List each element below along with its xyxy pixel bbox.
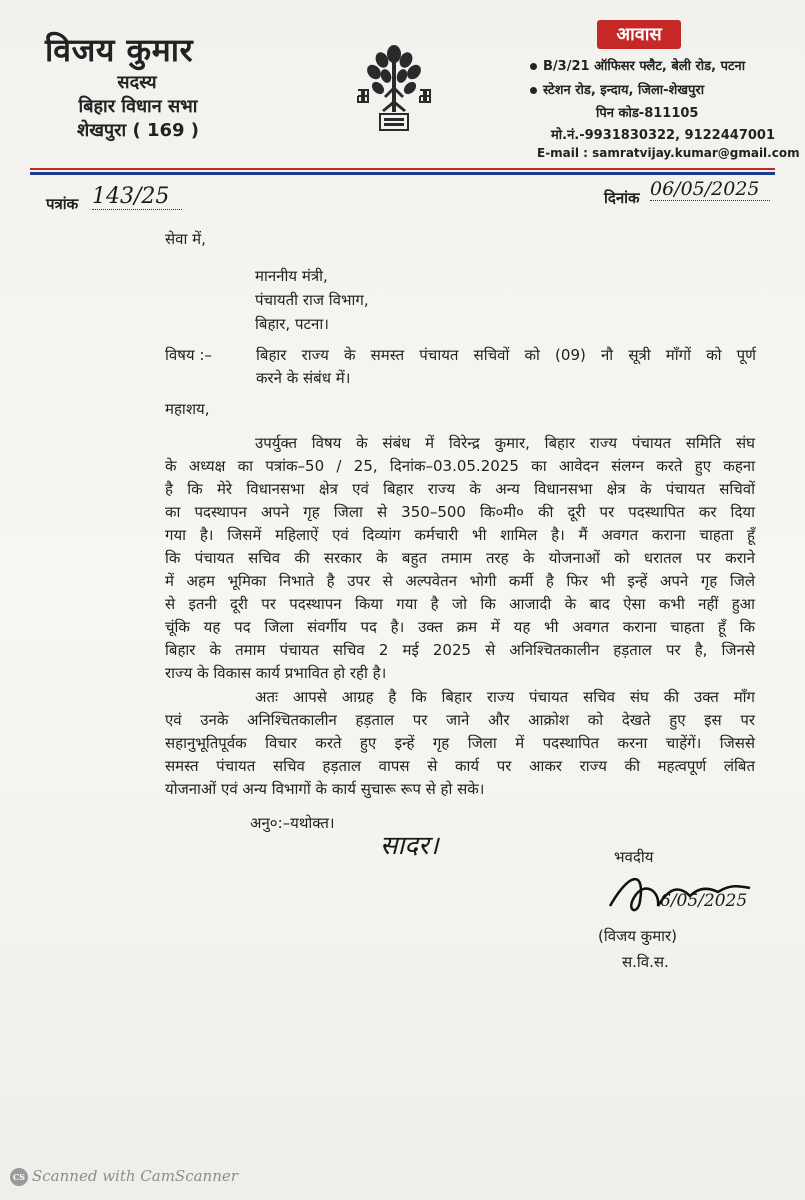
closing-word: भवदीय bbox=[614, 848, 654, 866]
subject-line: करने के संबंध में। bbox=[256, 369, 351, 387]
date-label: दिनांक bbox=[604, 189, 640, 207]
address-line-1: B/3/21 ऑफिसर फ्लैट, बेली रोड, पटना bbox=[530, 56, 745, 74]
sender-assembly: बिहार विधान सभा bbox=[78, 96, 198, 117]
sender-constituency: शेखपुरा ( 169 ) bbox=[76, 120, 200, 141]
recipient-line-1: माननीय मंत्री, bbox=[255, 267, 328, 285]
paragraph-line: का पदस्थापन अपने गृह जिला से 350–500 कि०मी० की दूरी पर पदस्थापित कर दिया bbox=[165, 503, 755, 521]
paragraph-line: उपर्युक्त विषय के संबंध में विरेन्द्र कुमार, बिहार राज्य पंचायत समिति संघ bbox=[255, 434, 755, 452]
signatory-title: स.वि.स. bbox=[622, 953, 669, 971]
ref-number: 143/25 bbox=[92, 184, 182, 210]
paragraph-line: है कि मेरे विधानसभा क्षेत्र एवं बिहार राज्य के अन्य विधानसभा क्षेत्र के पंचायत सचिवों bbox=[165, 480, 755, 498]
mobile-numbers: मो.नं.-9931830322, 9122447001 bbox=[551, 128, 776, 143]
date-value: 06/05/2025 bbox=[650, 178, 770, 201]
residence-badge: आवास bbox=[597, 20, 681, 49]
subject-text bbox=[256, 344, 756, 390]
paragraph-line: चूंकि यह पद जिला संवर्गीय पद है। उक्त क्रम में यह भी अवगत कराना चाहता हूँ कि bbox=[165, 618, 755, 636]
handwritten-regards: सादर। bbox=[380, 831, 439, 861]
address-line-2: स्टेशन रोड, इन्दाय, जिला-शेखपुरा bbox=[530, 80, 704, 98]
paragraph-line: गया है। जिसमें महिलाऐं एवं दिव्यांग कर्मचारी भी शामिल है। मैं अवगत कराना चाहता हूँ bbox=[165, 526, 755, 544]
camscanner-logo-icon: CS bbox=[10, 1168, 28, 1186]
salutation-to: सेवा में, bbox=[165, 230, 206, 248]
paragraph-line: सहानुभूतिपूर्वक विचार करते हुए इन्हें गृह जिला में पदस्थापित करना चाहेंगें। जिससे bbox=[165, 734, 755, 752]
sender-designation: सदस्य bbox=[117, 72, 157, 93]
pincode: पिन कोड-811105 bbox=[596, 106, 699, 121]
email-address: E-mail : samratvijay.kumar@gmail.com bbox=[537, 146, 800, 160]
subject-line: बिहार राज्य के समस्त पंचायत सचिवों को (09) नौ सूत्री माँगों को पूर्ण bbox=[256, 346, 756, 364]
bodhi-tree-emblem-icon bbox=[354, 36, 434, 136]
paragraph-line: राज्य के विकास कार्य प्रभावित हो रही है। bbox=[165, 664, 387, 682]
paragraph-line: अतः आपसे आग्रह है कि बिहार राज्य पंचायत सचिव संघ की उक्त माँग bbox=[255, 688, 755, 706]
paragraph-line: एवं उनके अनिश्चितकालीन हड़ताल पर जाने और आक्रोश को देखते हुए इस पर bbox=[165, 711, 755, 729]
signatory-name: (विजय कुमार) bbox=[598, 927, 678, 945]
enclosure-note: अनु०:–यथोक्त। bbox=[250, 814, 335, 832]
recipient-line-2: पंचायती राज विभाग, bbox=[255, 291, 369, 309]
paragraph-2 bbox=[165, 686, 755, 801]
sender-name: विजय कुमार bbox=[45, 31, 194, 69]
scanner-text: Scanned with CamScanner bbox=[32, 1167, 238, 1185]
paragraph-line: योजनाओं एवं अन्य विभागों के कार्य सुचारू रूप से हो सके। bbox=[165, 780, 485, 798]
greeting: महाशय, bbox=[165, 400, 210, 418]
paragraph-line: बिहार के तमाम पंचायत सचिव 2 मई 2025 से अनिश्चितकालीन हड़ताल पर है, जिनसे bbox=[165, 641, 755, 659]
bullet-icon bbox=[530, 63, 537, 70]
header-rule-red bbox=[30, 168, 775, 170]
header-rule-blue bbox=[30, 172, 775, 175]
ref-label: पत्रांक bbox=[46, 195, 79, 213]
bullet-icon bbox=[530, 87, 537, 94]
paragraph-line: समस्त पंचायत सचिव हड़ताल वापस से कार्य पर आकर राज्य की महत्वपूर्ण लंबित bbox=[165, 757, 755, 775]
recipient-line-3: बिहार, पटना। bbox=[255, 315, 329, 333]
paragraph-1 bbox=[165, 432, 755, 685]
scanner-watermark bbox=[10, 1167, 238, 1186]
paragraph-line: में अहम भूमिका निभाते है उपर से अल्पवेतन भोगी कर्मी है फिर भी इन्हें अपने गृह जिले bbox=[165, 572, 755, 590]
paragraph-line: से इतनी दूरी पर पदस्थापन किया गया है जो कि आजादी के बाद ऐसा कभी नहीं हुआ bbox=[165, 595, 755, 613]
paragraph-line: के अध्यक्ष का पत्रांक–50 / 25, दिनांक–03.05.2025 का आवेदन संलग्न करते हुए कहना bbox=[165, 457, 755, 475]
paragraph-line: कि पंचायत सचिव की सरकार के बहुत तमाम तरह के योजनाओं को धरातल पर कराने bbox=[165, 549, 755, 567]
subject-label: विषय :– bbox=[165, 346, 212, 364]
signature-date: 6/05/2025 bbox=[660, 891, 748, 911]
